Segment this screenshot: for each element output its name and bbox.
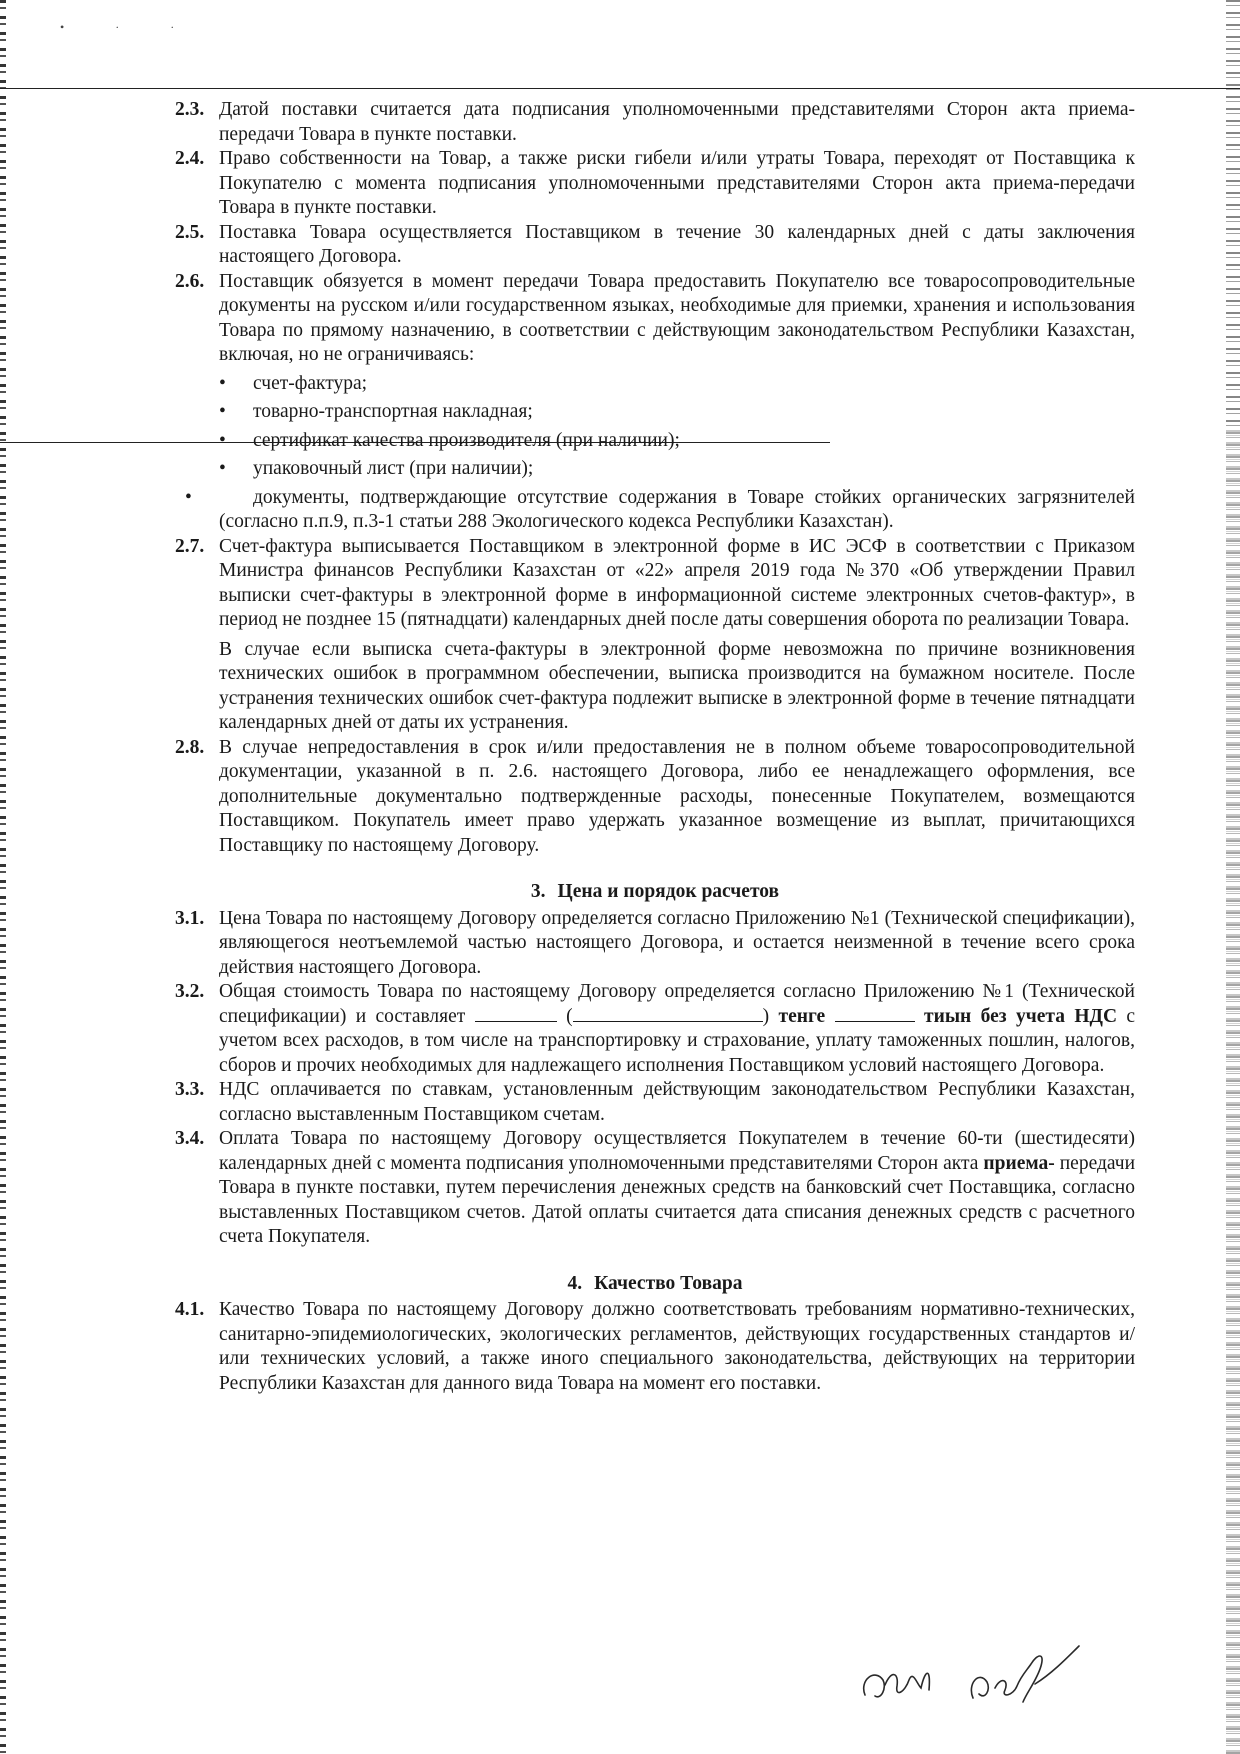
paren-close: ) [762,1005,770,1027]
clause-3-1 [175,907,1135,981]
clause-number: 2.5. [175,221,205,243]
section-number: 3. [530,881,546,902]
tiyn-blank [835,1005,915,1022]
clause-2-4 [175,147,1135,221]
clause-3-4 [175,1127,1135,1250]
clause-text: Поставка Товара осуществляется Поставщиком в течение 30 календарных дней с даты заключения настоящего Договора. [219,221,1135,267]
clause-number: 3.1. [175,907,205,929]
list-item: • документы, подтверждающие отсутствие содержания в Товаре стойких органических загрязнителей (согласно п.п.9, п.3-1 статьи 288 Экологического кодекса Республики Казахстан). [219,486,1135,535]
clause-number: 2.8. [175,736,205,758]
clause-text: В случае непредоставления в срок и/или предоставления не в полном объеме товаросопроводительной документации, указанной в п. 2.6. настоящего Договора, либо ее ненадлежащего оформления, все дополнительные документально подтвержденные расходы, понесенные Покупателем, возмещаются Поставщиком. Покупатель имеет право удержать указанное возмещение из выплат, причитающихся Поставщику по настоящему Договору. [219,736,1135,856]
clause-2-6 [175,270,1135,535]
list-item: • счет-фактура; [219,372,1135,397]
list-item: • сертификат качества производителя (при наличии); [219,429,1135,454]
amount-blank [475,1005,557,1022]
list-item: • товарно-транспортная накладная; [219,400,1135,425]
clause-number: 3.2. [175,981,205,1002]
clause-text-continued: с учетом всех расходов, в том числе на транспортировку и страхование, уплату таможенных пошлин, налогов, сборов и прочих необходимых для надлежащего исполнения Поставщиком условий настоящего Договора. [219,1005,1136,1076]
clause-2-8 [175,736,1135,859]
signature-right [971,1646,1079,1702]
section-number: 4. [567,1272,583,1294]
clause-text-continued: передачи Товара в пункте поставки, путем перечисления денежных средств на банковский счет Поставщика, согласно выставленных Поставщиком счетов. Датой оплаты считается дата списания денежных средств с расчетного счета Покупателя. [219,1152,1136,1247]
scan-specks: • · · [60,20,199,34]
section-heading-4 [175,1272,1135,1297]
document-page [175,98,1135,1396]
section-title: Цена и порядок расчетов [557,881,780,902]
clause-2-3 [175,98,1135,147]
signature-left [864,1673,930,1697]
signatures [855,1640,1095,1720]
clause-text: Цена Товара по настоящему Договору определяется согласно Приложению №1 (Технической спецификации), являющегося неотъемлемой частью настоящего Договора, и остается неизменной в течение всего срока действия настоящего Договора. [219,907,1135,978]
amount-in-words-blank [573,1005,763,1022]
clause-text: Общая стоимость Товара по настоящему Договору определяется согласно Приложению №1 (Технической спецификации) и составляет [219,981,1135,1027]
list-item: • упаковочный лист (при наличии); [219,457,1135,482]
clause-number: 2.4. [175,148,205,169]
clause-number: 2.3. [175,99,205,120]
currency-label: тенге [778,1005,826,1027]
clause-number: 3.3. [175,1079,205,1100]
clause-2-7 [175,535,1135,736]
section-title: Качество Товара [594,1272,743,1294]
clause-text-bold: приема- [983,1152,1055,1174]
clause-text: Датой поставки считается дата подписания уполномоченными представителями Сторон акта приема-передачи Товара в пункте поставки. [219,99,1135,145]
section-heading-3 [175,880,1135,905]
clause-text: Качество Товара по настоящему Договору должно соответствовать требованиям нормативно-технических, санитарно-эпидемиологических, экологических регламентов, действующих государственных стандартов и/или технических условий, а также иного специального законодательства, действующих на территории Республики Казахстан для данного вида Товара на момент его поставки. [219,1299,1135,1394]
clause-3-3 [175,1078,1135,1127]
clause-number: 3.4. [175,1128,205,1149]
document-list [219,372,1135,535]
clause-3-2 [175,980,1135,1078]
clause-4-1 [175,1298,1135,1396]
clause-number: 4.1. [175,1299,205,1320]
clause-text: Право собственности на Товар, а также риски гибели и/или утраты Товара, переходят от Поставщика к Покупателю с момента подписания уполномоченными представителями Сторон акта приема-передачи Товара в пункте поставки. [219,148,1135,218]
paren-open: ( [566,1005,573,1027]
scan-left-edge [0,0,6,1754]
scan-line-top [0,88,1240,89]
clause-number: 2.7. [175,535,205,557]
clause-text: Оплата Товара по настоящему Договору осуществляется Покупателем в течение 60-ти (шестидесяти) календарных дней с момента подписания уполномоченными представителями Сторон акта [219,1128,1135,1174]
scan-right-edge-lower [1226,430,1240,1754]
clause-text-continued: В случае если выписка счета-фактуры в электронной форме невозможна по причине возникновения технических ошибок в программном обеспечении, выписка производится на бумажном носителе. После устранения технических ошибок счет-фактура подлежит выписке в электронной форме в течение пятнадцати календарных дней от даты их устранения. [219,638,1135,733]
clause-2-5 [175,221,1135,270]
clause-number: 2.6. [175,270,205,292]
clause-text: Счет-фактура выписывается Поставщиком в электронной форме в ИС ЭСФ в соответствии с Приказом Министра финансов Республики Казахстан от «22» апреля 2019 года №370 «Об утверждении Правил выписки счет-фактуры в электронной форме в информационной системе электронных счетов-фактур», в период не позднее 15 (пятнадцати) календарных дней после даты совершения оборота по реализации Товара. [219,535,1135,630]
vat-note: тиын без учета НДС [924,1005,1118,1027]
clause-text: НДС оплачивается по ставкам, установленным действующим законодательством Республики Казахстан, согласно выставленным Поставщиком счетам. [219,1079,1135,1125]
clause-text: Поставщик обязуется в момент передачи Товара предоставить Покупателю все товаросопроводительные документы на русском и/или государственном языках, необходимые для приемки, хранения и использования Товара по прямому назначению, в соответствии с действующим законодательством Республики Казахстан, включая, но не ограничиваясь: [219,270,1135,365]
